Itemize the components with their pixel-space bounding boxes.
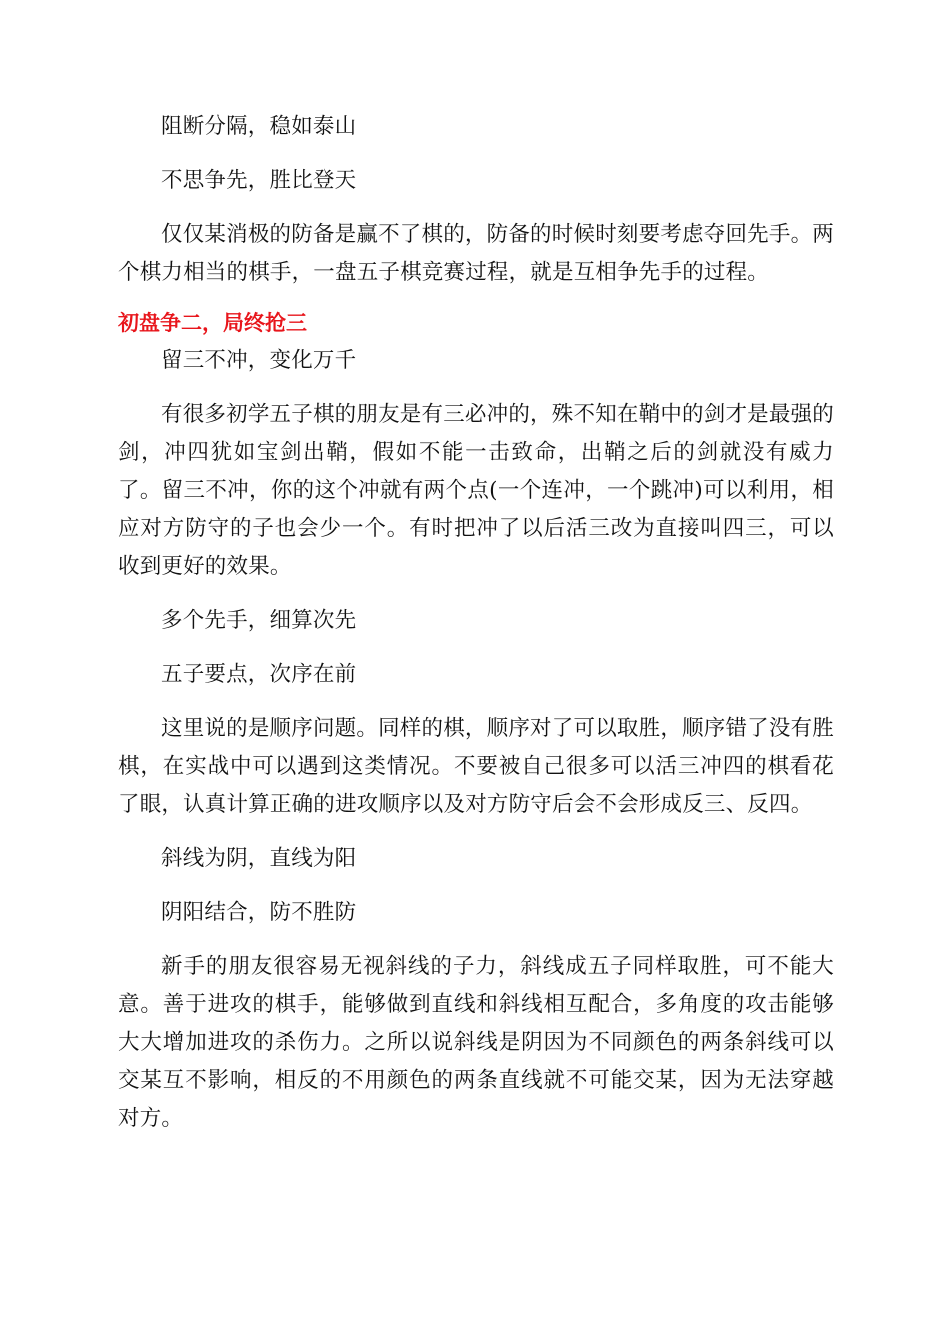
paragraph: 仅仅某消极的防备是赢不了棋的，防备的时候时刻要考虑夺回先手。两个棋力相当的棋手，一盘五子棋竞赛过程，就是互相争先手的过程。 [118,222,834,285]
paragraph: 新手的朋友很容易无视斜线的子力，斜线成五子同样取胜，可不能大意。善于进攻的棋手，能够做到直线和斜线相互配合，多角度的攻击能够大大增加进攻的杀伤力。之所以说斜线是阴因为不同颜色的两条斜线可以交某互不影响，相反的不用颜色的两条直线就不可能交某，因为无法穿越对方。 [118,954,834,1131]
verse-line: 留三不冲，变化万千 [161,348,357,373]
verse-line: 阴阳结合，防不胜防 [161,900,357,925]
verse-line: 多个先手，细算次先 [161,608,357,633]
verse-line: 斜线为阴，直线为阳 [161,846,357,871]
document-body [118,108,834,1138]
section-heading: 初盘争二，局终抢三 [118,311,307,335]
verse-line: 阻断分隔，稳如泰山 [161,114,357,139]
verse-line: 五子要点，次序在前 [161,662,357,687]
paragraph: 这里说的是顺序问题。同样的棋，顺序对了可以取胜，顺序错了没有胜棋，在实战中可以遇到这类情况。不要被自己很多可以活三冲四的棋看花了眼，认真计算正确的进攻顺序以及对方防守后会不会形成反三、反四。 [118,716,834,817]
paragraph: 有很多初学五子棋的朋友是有三必冲的，殊不知在鞘中的剑才是最强的剑，冲四犹如宝剑出鞘，假如不能一击致命，出鞘之后的剑就没有威力了。留三不冲，你的这个冲就有两个点(一个连冲，一个跳冲)可以利用，相应对方防守的子也会少一个。有时把冲了以后活三改为直接叫四三，可以收到更好的效果。 [118,402,834,579]
verse-line: 不思争先，胜比登天 [161,168,357,193]
